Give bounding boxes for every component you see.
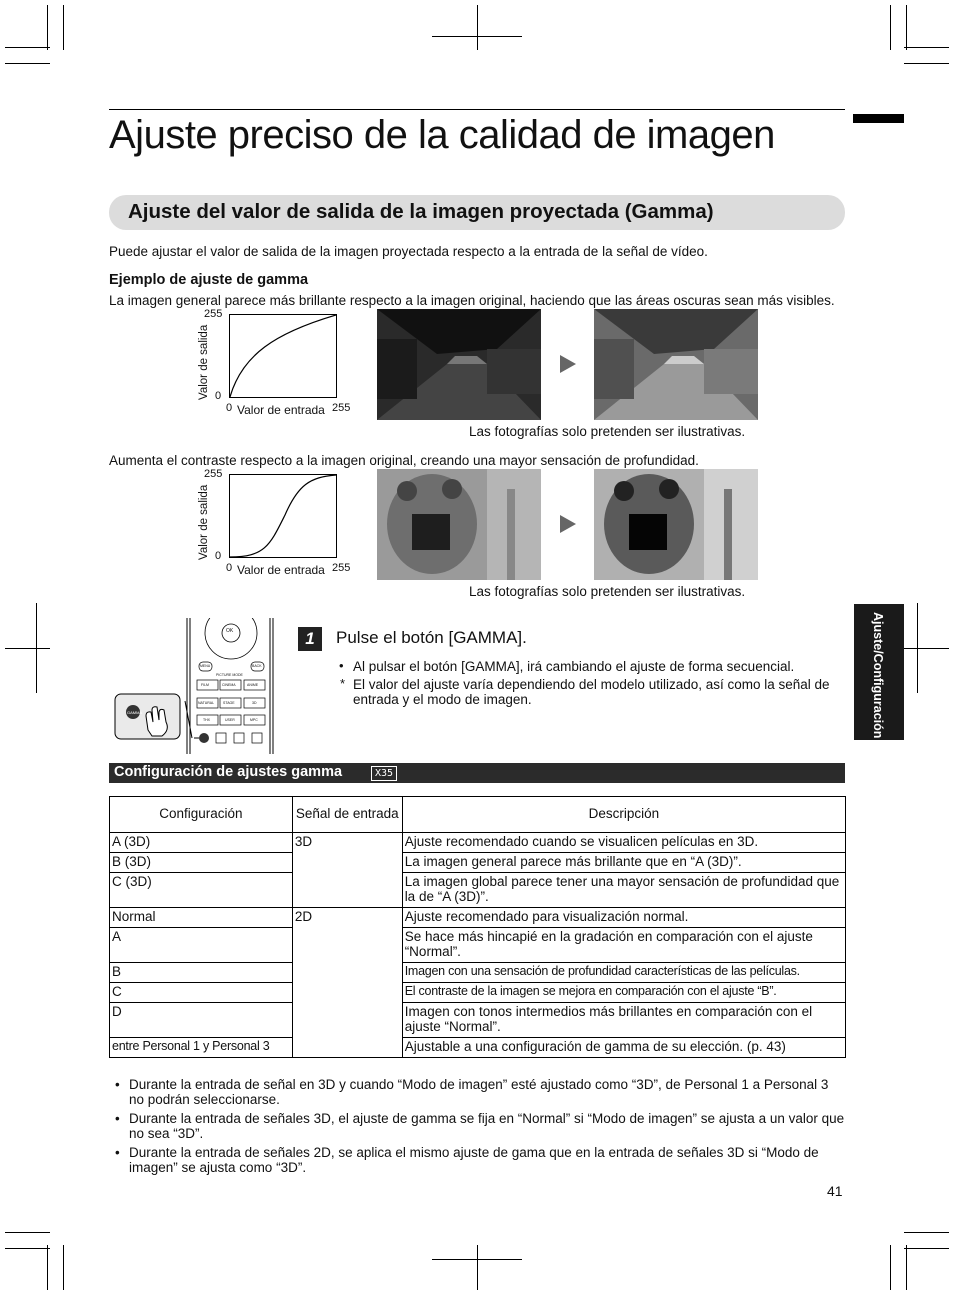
graph2-x-max: 255 — [332, 562, 351, 574]
section-title: Ajuste del valor de salida de la imagen proyectada (Gamma) — [128, 200, 714, 223]
graph2-x-label: Valor de entrada — [237, 563, 325, 577]
table-cell-config: D — [110, 1003, 293, 1038]
remote-ok-button[interactable]: OK — [226, 628, 234, 634]
photo-caption-1: Las fotografías solo pretenden ser ilustrativas. — [469, 424, 746, 439]
gamma-settings-table — [109, 796, 846, 1058]
remote-natural-button[interactable]: NATURAL — [198, 701, 215, 705]
photo-mask-adjusted — [594, 469, 758, 580]
remote-mpc-button[interactable]: MPC — [250, 718, 258, 722]
graph1-x-max: 255 — [332, 402, 351, 414]
table-header-config: Configuración — [110, 797, 293, 833]
note-text: Durante la entrada de señal en 3D y cuando “Modo de imagen” esté ajustado como “3D”, de Personal 1 a Personal 3 no podrán seleccionarse. — [129, 1077, 829, 1107]
side-tab-marker — [853, 114, 904, 123]
remote-stage-button[interactable]: STAGE — [223, 701, 235, 705]
table-row — [110, 1038, 846, 1058]
example1-text: La imagen general parece más brillante respecto a la imagen original, haciendo que las áreas oscuras sean más visibles. — [109, 293, 835, 308]
note-text: Durante la entrada de señales 2D, se aplica el mismo ajuste de gama que en la entrada de señales 3D si “Modo de imagen” se ajusta como “3D”. — [129, 1145, 819, 1175]
table-cell-description: La imagen global parece tener una mayor sensación de profundidad que la de “A (3D)”. — [402, 873, 845, 908]
table-row — [110, 908, 846, 928]
table-cell-config: Normal — [110, 908, 293, 928]
table-cell-description: La imagen general parece más brillante que en “A (3D)”. — [402, 853, 845, 873]
table-row — [110, 873, 846, 908]
table-cell-config: A (3D) — [110, 833, 293, 853]
table-cell-config: B (3D) — [110, 853, 293, 873]
graph1-y-min: 0 — [215, 390, 222, 402]
remote-cinema-button[interactable]: CINEMA — [222, 683, 236, 687]
remote-back-button[interactable]: BACK — [252, 664, 262, 668]
list-item: • Durante la entrada de señales 2D, se aplica el mismo ajuste de gama que en la entrada de señales 3D si “Modo de imagen” se ajusta como “3D”. — [115, 1145, 819, 1175]
graph1-y-max: 255 — [204, 308, 223, 320]
graph2-y-label: Valor de salida — [198, 484, 210, 560]
remote-3d-button[interactable]: 3D — [252, 701, 257, 705]
table-cell-signal: 2D — [292, 908, 402, 1058]
table-cell-signal: 3D — [292, 833, 402, 908]
example-heading: Ejemplo de ajuste de gamma — [109, 272, 309, 288]
table-row — [110, 1003, 846, 1038]
graph1-plot — [229, 314, 337, 398]
table-cell-description: Imagen con una sensación de profundidad características de las películas. — [402, 963, 845, 983]
remote-user-button[interactable]: USER — [225, 718, 235, 722]
table-cell-config: C (3D) — [110, 873, 293, 908]
table-cell-config: C — [110, 983, 293, 1003]
example2-text: Aumenta el contraste respecto a la imagen original, creando una mayor sensación de profundidad. — [109, 453, 699, 468]
remote-gamma-button[interactable]: GAMMA — [127, 710, 143, 715]
step-label: Pulse el botón [GAMMA]. — [336, 628, 527, 647]
table-cell-config: B — [110, 963, 293, 983]
list-item: • Durante la entrada de señal en 3D y cuando “Modo de imagen” esté ajustado como “3D”, de Personal 1 a Personal 3 no podrán seleccionarse. — [115, 1077, 829, 1107]
graph1-y-label: Valor de salida — [198, 324, 210, 400]
intro-text: Puede ajustar el valor de salida de la imagen proyectada respecto a la entrada de la señal de vídeo. — [109, 244, 708, 259]
table-cell-config: A — [110, 928, 293, 963]
remote-anime-button[interactable]: ANIME — [247, 683, 259, 687]
table-row — [110, 983, 846, 1003]
table-row — [110, 853, 846, 873]
model-badge: X35 — [371, 766, 397, 781]
remote-thx-button[interactable]: THX — [203, 718, 210, 722]
step-bullet-1: Al pulsar el botón [GAMMA], irá cambiando el ajuste de forma secuencial. — [353, 659, 795, 674]
photo-mask-original — [377, 469, 541, 580]
graph2-plot — [229, 474, 337, 558]
graph1-x-min: 0 — [226, 402, 233, 414]
remote-illustration — [110, 618, 278, 754]
graph2-x-min: 0 — [226, 562, 233, 574]
page-number: 41 — [827, 1183, 843, 1199]
arrow-right-icon — [560, 515, 576, 533]
table-cell-description: Ajuste recomendado para visualización normal. — [402, 908, 845, 928]
arrow-right-icon — [560, 355, 576, 373]
table-row — [110, 833, 846, 853]
config-section-title: Configuración de ajustes gamma — [114, 764, 343, 780]
bullet-mark: • — [339, 658, 344, 673]
photo-caption-2: Las fotografías solo pretenden ser ilustrativas. — [469, 584, 746, 599]
graph2-y-max: 255 — [204, 468, 223, 480]
remote-menu-button[interactable]: MENU — [200, 664, 211, 668]
graph2-curve — [230, 475, 336, 557]
step-note-line2: entrada y el modo de imagen. — [353, 692, 532, 707]
table-cell-description: Ajustable a una configuración de gamma de su elección. (p. 43) — [402, 1038, 845, 1058]
step-number: 1 — [298, 627, 322, 651]
chapter-tab-label: Ajuste/Configuración — [871, 612, 885, 739]
list-item: • Durante la entrada de señales 3D, el ajuste de gamma se fija en “Normal” si “Modo de imagen” se ajusta a un valor que no sea “3D”. — [115, 1111, 845, 1141]
table-cell-config: entre Personal 1 y Personal 3 — [110, 1038, 293, 1058]
table-cell-description: Imagen con tonos intermedios más brillantes en comparación con el ajuste “Normal”. — [402, 1003, 845, 1038]
photo-station-original — [377, 309, 541, 420]
graph1-curve — [230, 315, 336, 397]
graph1-x-label: Valor de entrada — [237, 403, 325, 417]
remote-picture-mode-label: PICTURE MODE — [216, 673, 243, 677]
photo-station-adjusted — [594, 309, 758, 420]
notes-list — [115, 1077, 847, 1179]
title-rule — [109, 109, 845, 110]
page-title: Ajuste preciso de la calidad de imagen — [109, 113, 775, 157]
note-text: Durante la entrada de señales 3D, el ajuste de gamma se fija en “Normal” si “Modo de imagen” se ajusta a un valor que no sea “3D”. — [129, 1111, 845, 1141]
table-cell-description: Se hace más hincapié en la gradación en comparación con el ajuste “Normal”. — [402, 928, 845, 963]
table-cell-description: El contraste de la imagen se mejora en comparación con el ajuste “B”. — [402, 983, 845, 1003]
remote-film-button[interactable]: FILM — [201, 683, 209, 687]
table-header-description: Descripción — [402, 797, 845, 833]
table-row — [110, 928, 846, 963]
table-header-signal: Señal de entrada — [292, 797, 402, 833]
table-row — [110, 963, 846, 983]
table-cell-description: Ajuste recomendado cuando se visualicen películas en 3D. — [402, 833, 845, 853]
asterisk-mark: * — [340, 676, 346, 691]
step-note-line1: El valor del ajuste varía dependiendo del modelo utilizado, así como la señal de — [353, 677, 830, 692]
graph2-y-min: 0 — [215, 550, 222, 562]
